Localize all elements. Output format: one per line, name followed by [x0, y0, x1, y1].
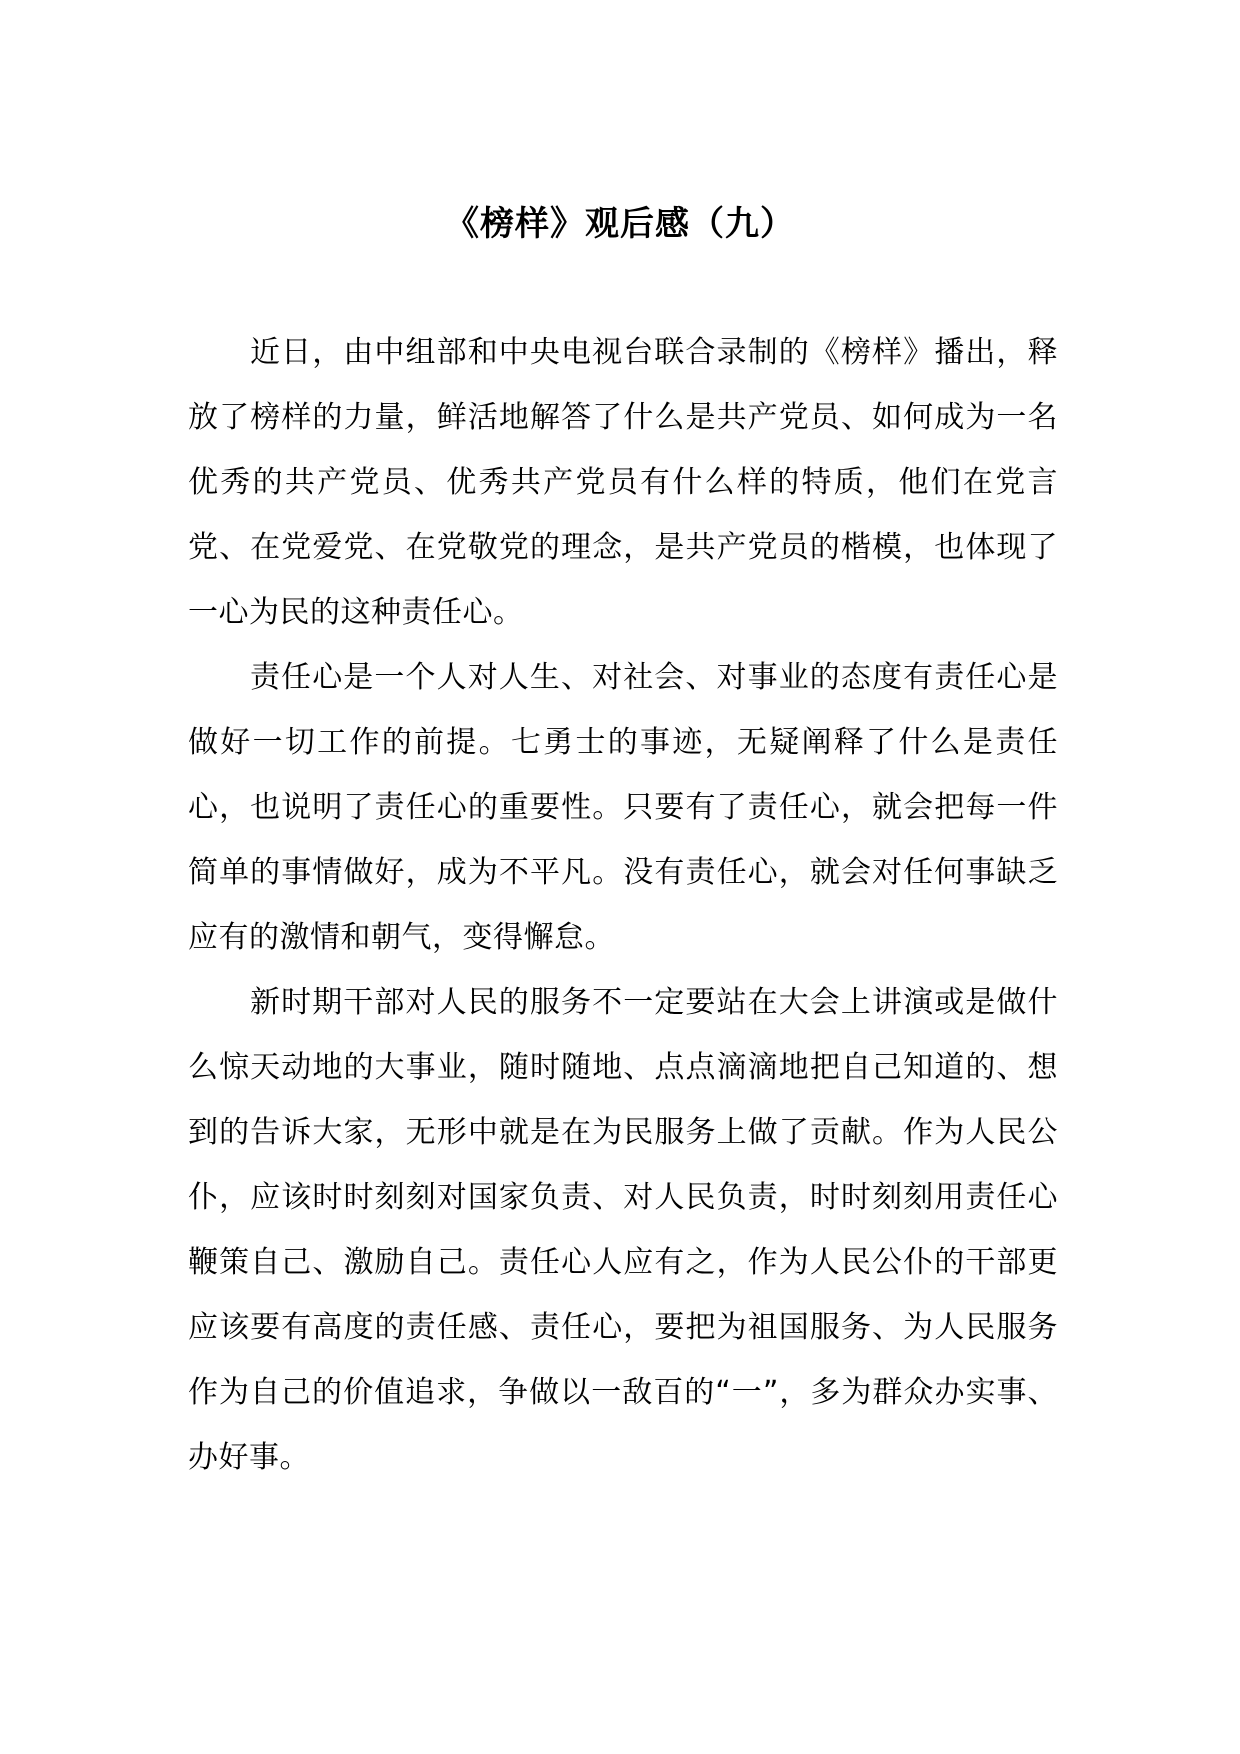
paragraph: 新时期干部对人民的服务不一定要站在大会上讲演或是做什么惊天动地的大事业，随时随地、点点滴滴地把自己知道的、想到的告诉大家，无形中就是在为民服务上做了贡献。作为人民公仆，应该时时刻刻对国家负责、对人民负责，时时刻刻用责任心鞭策自己、激励自己。责任心人应有之，作为人民公仆的干部更应该要有高度的责任感、责任心，要把为祖国服务、为人民服务作为自己的价值追求，争做以一敌百的“一”，多为群众办实事、办好事。	[188, 985, 1058, 1475]
paragraph: 责任心是一个人对人生、对社会、对事业的态度有责任心是做好一切工作的前提。七勇士的事迹，无疑阐释了什么是责任心，也说明了责任心的重要性。只要有了责任心，就会把每一件简单的事情做好，成为不平凡。没有责任心，就会对任何事缺乏应有的激情和朝气，变得懈怠。	[188, 660, 1058, 955]
document-body	[188, 320, 1058, 1490]
paragraph: 近日，由中组部和中央电视台联合录制的《榜样》播出，释放了榜样的力量，鲜活地解答了什么是共产党员、如何成为一名优秀的共产党员、优秀共产党员有什么样的特质，他们在党言党、在党爱党、在党敬党的理念，是共产党员的楷模，也体现了一心为民的这种责任心。	[188, 335, 1058, 630]
document-title: 《榜样》观后感（九）	[445, 204, 795, 244]
